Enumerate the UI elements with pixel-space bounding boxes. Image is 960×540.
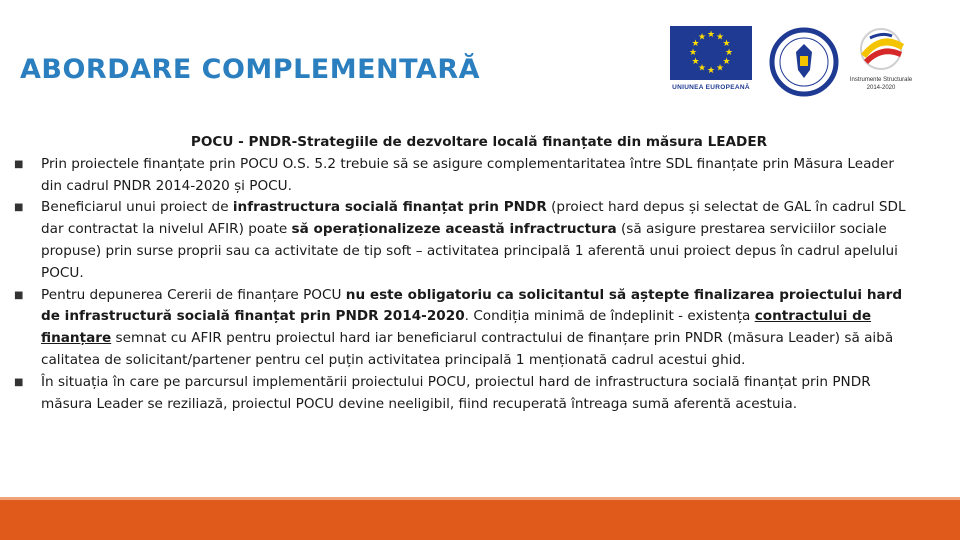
structural-instruments-icon [846, 24, 916, 74]
list-item [14, 372, 914, 416]
bullet-text: . Condiția minimă de îndeplinit - existența [464, 308, 755, 325]
square-bullet-icon: ■ [14, 289, 24, 301]
footer-bar [0, 500, 960, 540]
content-body [14, 132, 914, 415]
svg-text:★: ★ [706, 66, 716, 76]
structural-instruments-caption [846, 76, 916, 92]
svg-text:★: ★ [697, 32, 707, 43]
structural-instruments-logo [846, 24, 916, 104]
page-title: ABORDARE COMPLEMENTARĂ [20, 54, 481, 85]
bullet-text: (să asigure prestarea serviciilor sociale propuse) prin surse proprii sau ca activitate de tip soft – activitatea principală 1 aferentă unui proiect depus în cadrul apelului POCU. [41, 221, 898, 281]
bullet-text: Beneficiarul unui proiect de [41, 199, 233, 216]
list-item [14, 154, 914, 198]
bullet-emphasis: să operaționalizeze această infractructura [291, 221, 617, 238]
bullet-text: Prin proiectele finanțate prin POCU O.S. 5.2 trebuie să se asigure complementaritatea între SDL finanțate prin Măsura Leader din cadrul PNDR 2014-2020 și POCU. [41, 155, 895, 194]
bullet-emphasis: nu este obligatoriu ca solicitantul să aștepte finalizarea proiectului hard de infrastructură socială finanțat prin PNDR 2014-2020 [41, 286, 903, 325]
svg-text:★: ★ [688, 48, 698, 58]
is-caption-line1: Instrumente Structurale [849, 77, 913, 83]
logo-strip [660, 22, 930, 97]
list-item [14, 197, 914, 284]
svg-text:★: ★ [697, 63, 707, 74]
is-caption-line2: 2014-2020 [866, 85, 896, 91]
svg-text:★: ★ [722, 39, 731, 49]
list-item [14, 285, 914, 372]
svg-text:★: ★ [691, 39, 700, 49]
bullet-text: În situația în care pe parcursul implementării proiectului POCU, proiectul hard de infrastructura socială finanțat prin PNDR măsura Leader se reziliază, proiectul POCU devine neeligibil, fiind recuperată întreaga sumă aferentă acestuia. [41, 373, 871, 412]
eu-flag-icon [668, 24, 754, 82]
square-bullet-icon: ■ [14, 158, 24, 170]
bullet-emphasis: contractului de finanțare [41, 308, 872, 347]
svg-text:★: ★ [722, 57, 731, 67]
square-bullet-icon: ■ [14, 202, 24, 214]
seal-icon [768, 26, 840, 98]
eu-caption: UNIUNEA EUROPEANĂ [672, 84, 750, 91]
bullet-emphasis: infrastructura socială finanțat prin PNDR [232, 199, 547, 216]
bullet-text: Pentru depunerea Cererii de finanțare POCU [41, 286, 346, 303]
svg-text:★: ★ [724, 48, 734, 58]
bullet-text: (proiect hard depus și selectat de GAL în cadrul SDL dar contractat la nivelul AFIR) poate [41, 199, 906, 238]
square-bullet-icon: ■ [14, 376, 24, 388]
svg-text:★: ★ [691, 57, 700, 67]
eu-flag-logo [668, 24, 754, 104]
bullet-text: semnat cu AFIR pentru proiectul hard iar beneficiarul contractului de finanțare prin PNDR (măsura Leader) să aibă calitatea de solicitant/partener pentru cel puțin activitatea principală 1 menționată cadrul acestui ghid. [41, 330, 894, 368]
svg-text:★: ★ [706, 30, 716, 40]
government-seal-logo [768, 26, 840, 108]
svg-text:★: ★ [715, 32, 725, 43]
section-subtitle: POCU - PNDR-Strategiile de dezvoltare locală finanțate din măsura LEADER [190, 134, 768, 150]
svg-text:★: ★ [715, 63, 725, 74]
bullet-list [14, 154, 914, 416]
